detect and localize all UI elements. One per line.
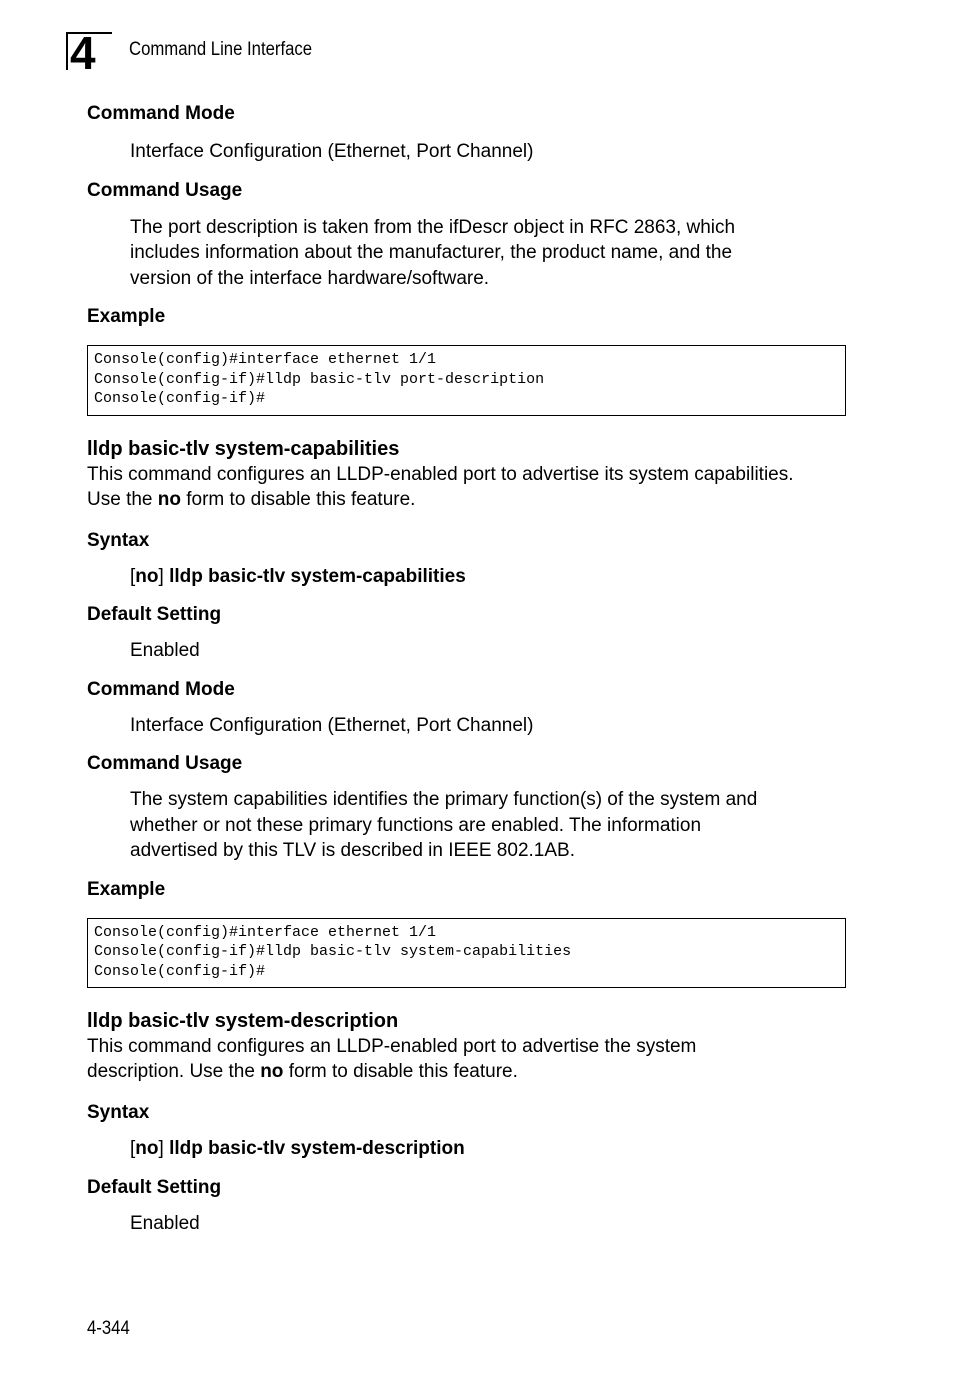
- command-usage-text: [130, 787, 847, 864]
- default-setting-text: Enabled: [130, 640, 200, 661]
- command-mode-heading: Command Mode: [87, 678, 235, 700]
- code-line: Console(config-if)#lldp basic-tlv port-description: [94, 370, 545, 388]
- page-number: 4-344: [87, 1318, 130, 1339]
- code-line: Console(config-if)#: [94, 390, 266, 407]
- example-heading: Example: [87, 878, 166, 900]
- code-example: [87, 918, 846, 989]
- default-setting-text: Enabled: [130, 1212, 200, 1234]
- command-usage-heading: Command Usage: [87, 179, 243, 201]
- command-mode-heading: Command Mode: [87, 103, 235, 124]
- syntax-heading: Syntax: [87, 1102, 150, 1123]
- header-title: Command Line Interface: [129, 39, 313, 60]
- syntax-line: [no] lldp basic-tlv system-capabilities: [130, 565, 466, 587]
- usage-line: version of the interface hardware/software.: [130, 267, 490, 289]
- example-heading: Example: [87, 306, 166, 327]
- syntax-heading: Syntax: [87, 529, 150, 551]
- usage-line: The port description is taken from the ifDescr object in RFC 2863, which: [130, 216, 736, 238]
- page-header: [66, 27, 466, 79]
- command-mode-text: Interface Configuration (Ethernet, Port Channel): [130, 714, 534, 736]
- chapter-tab: [66, 27, 112, 79]
- page-content: [87, 101, 847, 1236]
- chapter-number: 4: [70, 27, 96, 79]
- code-line: Console(config-if)#lldp basic-tlv system-capabilities: [94, 943, 572, 960]
- command-title: lldp basic-tlv system-description: [87, 1010, 399, 1032]
- command-description: This command configures an LLDP-enabled port to advertise the system description. Use the no form to disable this feature.: [87, 1036, 697, 1082]
- default-setting-heading: Default Setting: [87, 604, 222, 625]
- command-usage-heading: Command Usage: [87, 753, 243, 774]
- code-line: Console(config)#interface ethernet 1/1: [94, 351, 437, 368]
- command-description: This command configures an LLDP-enabled port to advertise its system capabilities. Use the no form to disable this feature.: [87, 463, 794, 510]
- usage-line: includes information about the manufacturer, the product name, and the: [130, 242, 733, 263]
- syntax-line: [no] lldp basic-tlv system-description: [130, 1138, 465, 1159]
- command-mode-text: Interface Configuration (Ethernet, Port Channel): [130, 141, 534, 162]
- usage-line: whether or not these primary functions are enabled. The information: [130, 814, 702, 836]
- code-line: Console(config)#interface ethernet 1/1: [94, 923, 437, 941]
- default-setting-heading: Default Setting: [87, 1176, 222, 1198]
- usage-line: advertised by this TLV is described in IEEE 802.1AB.: [130, 840, 575, 861]
- code-example: [87, 345, 846, 416]
- code-line: Console(config-if)#: [94, 962, 266, 980]
- command-usage-text: [130, 215, 847, 292]
- usage-line: The system capabilities identifies the primary function(s) of the system and: [130, 789, 758, 810]
- command-title: lldp basic-tlv system-capabilities: [87, 437, 400, 460]
